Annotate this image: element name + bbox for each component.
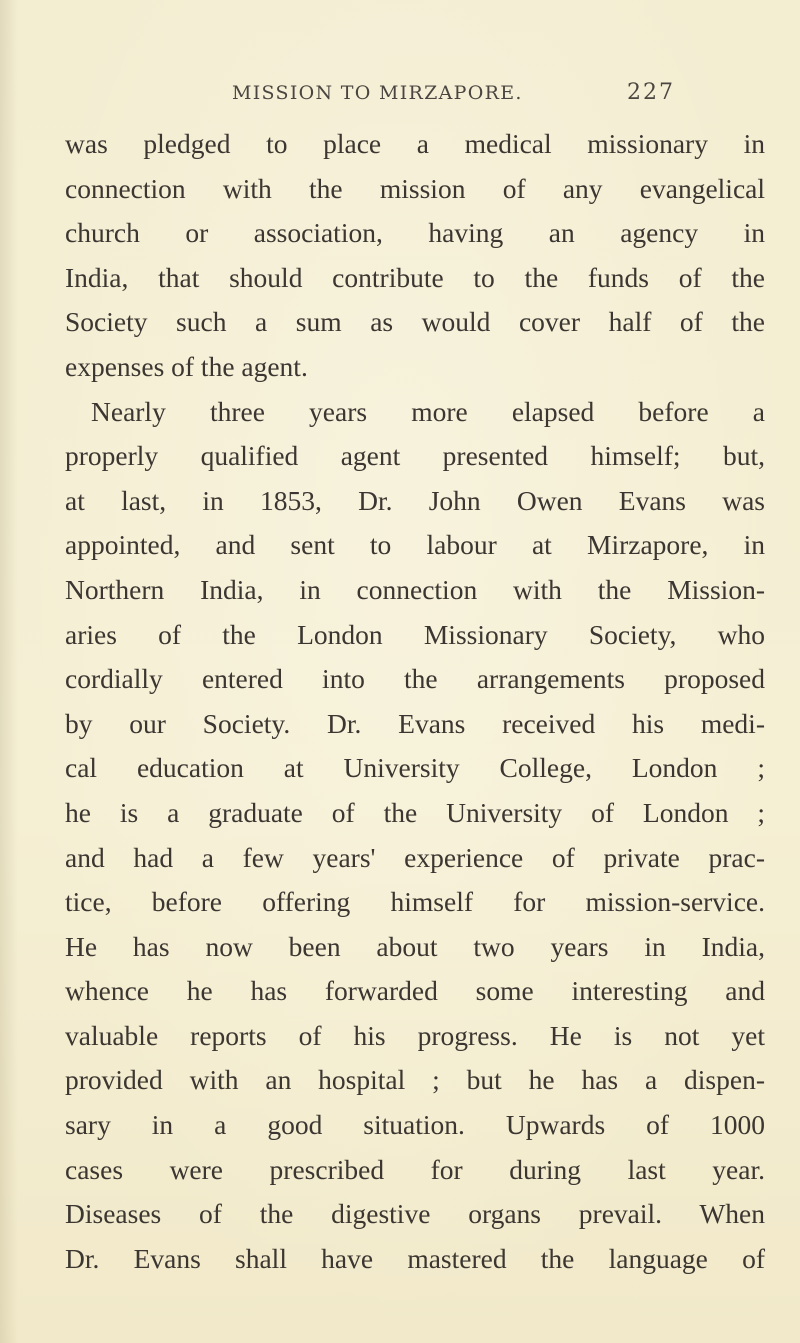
text-line: valuable reports of his progress. He is not yet <box>65 1019 765 1051</box>
text-line: expenses of the agent. <box>65 350 308 382</box>
text-line: whence he has forwarded some interesting and <box>65 975 765 1007</box>
text-line: properly qualified agent presented himself; but, <box>65 440 765 472</box>
body-text <box>65 122 765 1281</box>
text-line: provided with an hospital ; but he has a dispen- <box>65 1064 765 1096</box>
text-line: Northern India, in connection with the Mission- <box>65 573 765 605</box>
text-line: Dr. Evans shall have mastered the language of <box>65 1242 765 1274</box>
text-line: cal education at University College, London ; <box>65 752 765 784</box>
text-line: tice, before offering himself for mission-service. <box>65 886 765 918</box>
text-line: he is a graduate of the University of London ; <box>65 796 765 828</box>
text-line: cordially entered into the arrangements proposed <box>65 663 765 695</box>
text-line: aries of the London Missionary Society, who <box>65 618 765 650</box>
text-line: He has now been about two years in India, <box>65 930 765 962</box>
running-head <box>0 82 800 112</box>
text-line: Nearly three years more elapsed before a <box>91 395 765 427</box>
text-line: appointed, and sent to labour at Mirzapore, in <box>65 529 765 561</box>
page-gutter-shadow <box>0 0 18 1343</box>
text-line: Society such a sum as would cover half of the <box>65 306 765 338</box>
text-line: and had a few years' experience of private prac- <box>65 841 765 873</box>
running-title: MISSION TO MIRZAPORE. <box>232 82 523 104</box>
text-line: at last, in 1853, Dr. John Owen Evans was <box>65 484 765 516</box>
text-line: India, that should contribute to the funds of the <box>65 261 765 293</box>
page-number: 227 <box>627 80 675 105</box>
text-line: cases were prescribed for during last year. <box>65 1153 765 1185</box>
text-line: by our Society. Dr. Evans received his medi- <box>65 707 765 739</box>
text-line: sary in a good situation. Upwards of 1000 <box>65 1109 765 1141</box>
text-line: Diseases of the digestive organs prevail. When <box>65 1198 765 1230</box>
text-line: church or association, having an agency in <box>65 217 765 249</box>
text-line: connection with the mission of any evangelical <box>65 172 765 204</box>
text-line: was pledged to place a medical missionary in <box>65 128 765 159</box>
